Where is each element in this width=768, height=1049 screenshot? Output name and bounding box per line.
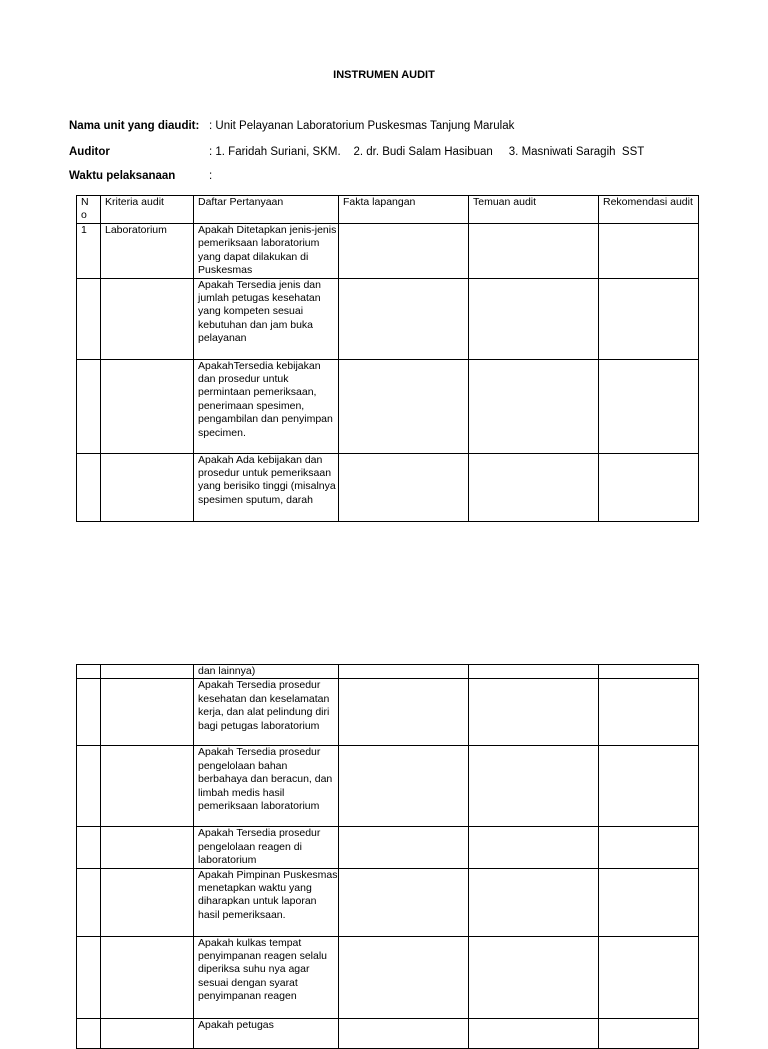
table-row [77, 453, 699, 521]
document-title: INSTRUMEN AUDIT [333, 69, 435, 81]
cell-no [77, 278, 101, 359]
cell-pertanyaan: Apakah Tersedia prosedur kesehatan dan keselamatan kerja, dan alat pelindung diri bagi petugas laboratorium [194, 679, 339, 746]
meta-waktu-value: : [209, 170, 213, 182]
cell-pertanyaan: Apakah kulkas tempat penyimpanan reagen selalu diperiksa suhu nya agar sesuai dengan syarat penyimpanan reagen [194, 936, 339, 1018]
cell-fakta [339, 936, 469, 1018]
cell-pertanyaan: Apakah Pimpinan Puskesmas menetapkan waktu yang diharapkan untuk laporan hasil pemeriksaan. [194, 868, 339, 936]
header-no: N o [77, 196, 101, 224]
cell-kriteria [101, 868, 194, 936]
cell-no [77, 746, 101, 827]
cell-temuan [469, 278, 599, 359]
table-row [77, 224, 699, 279]
cell-rekomendasi [599, 278, 699, 359]
cell-kriteria [101, 936, 194, 1018]
cell-fakta [339, 224, 469, 279]
header-fakta: Fakta lapangan [339, 196, 469, 224]
cell-rekomendasi [599, 224, 699, 279]
cell-no [77, 359, 101, 453]
cell-rekomendasi [599, 359, 699, 453]
cell-rekomendasi [599, 665, 699, 679]
header-pertanyaan: Daftar Pertanyaan [194, 196, 339, 224]
cell-no [77, 1018, 101, 1048]
cell-fakta [339, 359, 469, 453]
cell-temuan [469, 746, 599, 827]
meta-waktu-label: Waktu pelaksanaan [69, 170, 176, 182]
table-row [77, 359, 699, 453]
header-temuan: Temuan audit [469, 196, 599, 224]
table-row [77, 278, 699, 359]
audit-table-page1 [76, 195, 699, 522]
meta-auditor-label: Auditor [69, 146, 110, 158]
cell-temuan [469, 359, 599, 453]
cell-fakta [339, 665, 469, 679]
cell-pertanyaan: Apakah Tersedia prosedur pengelolaan bahan berbahaya dan beracun, dan limbah medis hasil pemeriksaan laboratorium [194, 746, 339, 827]
cell-temuan [469, 665, 599, 679]
cell-no [77, 827, 101, 868]
cell-pertanyaan: ApakahTersedia kebijakan dan prosedur untuk permintaan pemeriksaan, penerimaan spesimen, pengambilan dan penyimpan specimen. [194, 359, 339, 453]
cell-rekomendasi [599, 827, 699, 868]
cell-fakta [339, 453, 469, 521]
header-kriteria: Kriteria audit [101, 196, 194, 224]
table-row [77, 665, 699, 679]
cell-fakta [339, 679, 469, 746]
cell-kriteria [101, 827, 194, 868]
cell-no [77, 868, 101, 936]
cell-kriteria [101, 679, 194, 746]
cell-temuan [469, 679, 599, 746]
cell-pertanyaan: Apakah Tersedia prosedur pengelolaan reagen di laboratorium [194, 827, 339, 868]
cell-kriteria [101, 1018, 194, 1048]
cell-rekomendasi [599, 453, 699, 521]
table-row [77, 936, 699, 1018]
cell-rekomendasi [599, 936, 699, 1018]
cell-pertanyaan: Apakah petugas [194, 1018, 339, 1048]
cell-no: 1 [77, 224, 101, 279]
cell-rekomendasi [599, 679, 699, 746]
header-rekomendasi: Rekomendasi audit [599, 196, 699, 224]
table-row [77, 1018, 699, 1048]
audit-table-page2 [76, 664, 699, 1049]
cell-fakta [339, 827, 469, 868]
cell-pertanyaan: dan lainnya) [194, 665, 339, 679]
cell-pertanyaan: Apakah Tersedia jenis dan jumlah petugas kesehatan yang kompeten sesuai kebutuhan dan jam buka pelayanan [194, 278, 339, 359]
cell-fakta [339, 1018, 469, 1048]
cell-no [77, 453, 101, 521]
cell-kriteria [101, 453, 194, 521]
cell-fakta [339, 746, 469, 827]
cell-rekomendasi [599, 868, 699, 936]
table-header-row [77, 196, 699, 224]
cell-no [77, 679, 101, 746]
cell-temuan [469, 868, 599, 936]
cell-rekomendasi [599, 1018, 699, 1048]
cell-fakta [339, 868, 469, 936]
meta-auditor-value: : 1. Faridah Suriani, SKM. 2. dr. Budi Salam Hasibuan 3. Masniwati Saragih SST [209, 146, 645, 158]
table-row [77, 746, 699, 827]
cell-temuan [469, 827, 599, 868]
cell-temuan [469, 224, 599, 279]
cell-rekomendasi [599, 746, 699, 827]
cell-temuan [469, 453, 599, 521]
cell-no [77, 665, 101, 679]
cell-temuan [469, 1018, 599, 1048]
cell-pertanyaan: Apakah Ditetapkan jenis-jenis pemeriksaan laboratorium yang dapat dilakukan di Puskesmas [194, 224, 339, 279]
cell-kriteria [101, 359, 194, 453]
cell-fakta [339, 278, 469, 359]
table-row [77, 827, 699, 868]
cell-pertanyaan: Apakah Ada kebijakan dan prosedur untuk pemeriksaan yang berisiko tinggi (misalnya spesimen sputum, darah [194, 453, 339, 521]
cell-kriteria [101, 665, 194, 679]
cell-kriteria: Laboratorium [101, 224, 194, 279]
cell-kriteria [101, 746, 194, 827]
table-row [77, 868, 699, 936]
cell-no [77, 936, 101, 1018]
cell-temuan [469, 936, 599, 1018]
table-row [77, 679, 699, 746]
meta-unit-value: : Unit Pelayanan Laboratorium Puskesmas Tanjung Marulak [209, 120, 515, 132]
meta-unit-label: Nama unit yang diaudit: [69, 120, 200, 132]
cell-kriteria [101, 278, 194, 359]
